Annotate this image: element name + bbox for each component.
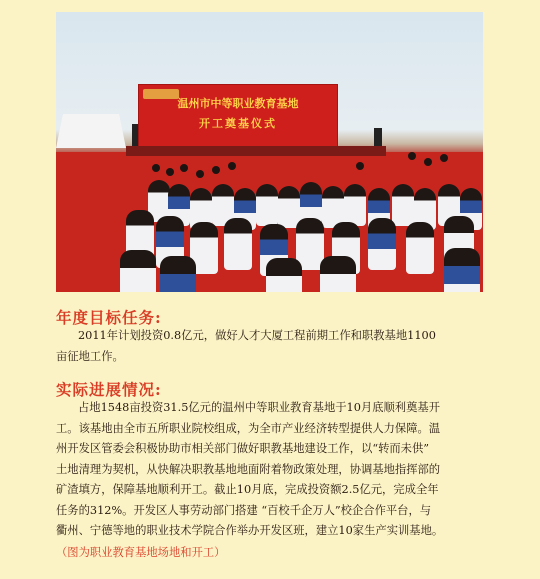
text-line: 亩征地工作。	[56, 349, 124, 363]
photo-caption: （图为职业教育基地场地和开工）	[56, 546, 226, 559]
text-line: 衢州、宁德等地的职业技术学院合作举办开发区班，建立10家生产实训基地。	[56, 524, 444, 537]
section-goals-text	[56, 326, 486, 367]
text-line: 矿渣填方，保障基地顺利开工。截止10月底，完成投资额2.5亿元，完成全年	[56, 483, 439, 496]
text-line: 占地1548亩投资31.5亿元的温州中等职业教育基地于10月底顺利奠基开	[78, 401, 440, 414]
ceremony-photo	[56, 12, 483, 292]
text-line: 2011年计划投资0.8亿元，做好人才大厦工程前期工作和职教基地1100	[78, 329, 436, 342]
text-line: 任务的312%。开发区人事劳动部门搭建 “百校千企万人”校企合作平台，与	[56, 503, 432, 517]
section-heading-progress: 实际进展情况:	[56, 380, 162, 399]
stage-banner	[138, 84, 338, 148]
text-line: 工。该基地由全市五所职业院校组成，为全市产业经济转型提供人力保障。温	[56, 421, 441, 435]
white-tent	[56, 114, 126, 148]
banner-subtitle: 开工奠基仪式	[199, 117, 277, 130]
banner-title: 温州市中等职业教育基地	[177, 97, 299, 110]
text-line: 州开发区管委会积极协助市相关部门做好职教基地建设工作，以“转而未供”	[56, 442, 430, 455]
stage-base	[126, 146, 386, 156]
section-progress-text	[56, 398, 486, 542]
text-line: 土地清理为契机，从快解决职教基地地面附着物政策处理，协调基地指挥部的	[56, 462, 441, 476]
section-heading-goals: 年度目标任务:	[56, 308, 162, 327]
